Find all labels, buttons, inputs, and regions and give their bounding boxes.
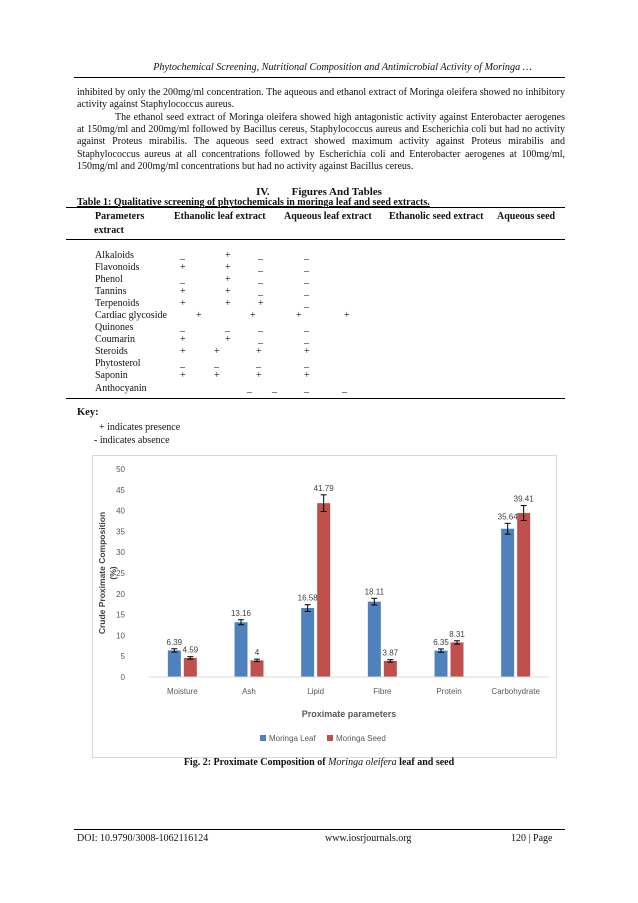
table-cell-parameter: Steroids bbox=[95, 346, 128, 357]
table-cell: _ bbox=[304, 383, 309, 394]
table-caption: Table 1: Qualitative screening of phytochemicals in moringa leaf and seed extracts. bbox=[77, 197, 430, 208]
data-label: 3.87 bbox=[382, 648, 399, 658]
table-cell: + bbox=[180, 334, 186, 345]
table-cell-parameter: Phytosterol bbox=[95, 358, 141, 369]
table-cell: _ bbox=[304, 322, 309, 333]
footer-doi: DOI: 10.9790/3008-1062116124 bbox=[77, 833, 209, 844]
table-cell-parameter: Alkaloids bbox=[95, 250, 134, 261]
table-cell: + bbox=[296, 310, 302, 321]
table-cell: _ bbox=[304, 334, 309, 345]
chart-error-bars bbox=[171, 495, 526, 662]
bar-ash-leaf bbox=[235, 622, 248, 677]
figure-caption-species: Moringa oleifera bbox=[328, 757, 397, 768]
y-tick-label: 20 bbox=[116, 589, 125, 599]
x-tick-label: Protein bbox=[436, 687, 462, 696]
y-axis-title-line-2: (%) bbox=[108, 566, 118, 580]
bar-protein-seed bbox=[451, 642, 464, 677]
table-header-rule bbox=[66, 239, 565, 240]
table-cell: _ bbox=[342, 383, 347, 394]
table-cell: _ bbox=[304, 358, 309, 369]
table-cell: + bbox=[180, 346, 186, 357]
table-cell: _ bbox=[304, 274, 309, 285]
table-cell-parameter: Quinones bbox=[95, 322, 134, 333]
table-header-aqueous-seed: Aqueous seed bbox=[497, 211, 556, 222]
bar-fibre-leaf bbox=[368, 602, 381, 677]
table-cell-parameter: Terpenoids bbox=[95, 298, 140, 309]
table-header-aqueous-leaf: Aqueous leaf extract bbox=[284, 211, 372, 222]
table-cell: _ bbox=[304, 286, 309, 297]
x-tick-label: Ash bbox=[242, 687, 256, 696]
table-cell: + bbox=[258, 298, 264, 309]
bar-carbohydrate-seed bbox=[517, 513, 530, 677]
table-cell: _ bbox=[247, 383, 252, 394]
table-cell: _ bbox=[258, 262, 263, 273]
y-axis-title-line-1: Crude Proximate Composition bbox=[97, 511, 107, 635]
table-cell: + bbox=[304, 370, 310, 381]
table-cell: + bbox=[225, 262, 231, 273]
table-cell: + bbox=[256, 370, 262, 381]
proximate-composition-chart bbox=[92, 455, 557, 758]
table-cell: + bbox=[180, 370, 186, 381]
table-header-ethanolic-leaf: Ethanolic leaf extract bbox=[174, 211, 266, 222]
data-label: 13.16 bbox=[230, 608, 252, 618]
y-tick-label: 15 bbox=[116, 610, 125, 620]
data-label: 39.41 bbox=[513, 494, 534, 504]
table-cell: _ bbox=[258, 334, 263, 345]
table-cell-parameter: Saponin bbox=[95, 370, 128, 381]
table-cell: _ bbox=[225, 322, 230, 333]
legend-swatch-leaf bbox=[260, 735, 266, 741]
x-tick-label: Moisture bbox=[166, 687, 198, 696]
data-label: 6.39 bbox=[166, 637, 183, 647]
x-tick-label: Fibre bbox=[373, 687, 392, 696]
paragraph-1: inhibited by only the 200mg/ml concentration. The aqueous and ethanol extract of Moringa oleifera showed no inhibitory activity against Staphylococcus aureus. bbox=[77, 87, 565, 111]
y-tick-label: 35 bbox=[116, 527, 125, 537]
table-cell: _ bbox=[258, 286, 263, 297]
table-cell: _ bbox=[258, 250, 263, 261]
y-tick-label: 50 bbox=[116, 465, 125, 474]
figure-caption-suffix: leaf and seed bbox=[396, 757, 455, 768]
section-title: Figures And Tables bbox=[291, 186, 382, 198]
table-cell: _ bbox=[258, 274, 263, 285]
paragraph-2: The ethanol seed extract of Moringa oleifera showed high antagonistic activity against Enterobacter aerogenes at 150mg/ml and 200mg/ml followed by Bacillus cereus, Staphylococcus aureus and Escherichia coli but had no activity against Proteus mirabilis. The aqueous seed extract showed maximum activity against Proteus mirabilis and Staphylococcus aureus at all concentrations followed by Escherichia coli and Enterobacter aerogenes at 100mg/ml, 150mg/ml and 200mg/ml concentrations but had no activity against Bacillus cereus. bbox=[77, 112, 565, 172]
table-cell: + bbox=[214, 370, 220, 381]
y-tick-label: 0 bbox=[120, 673, 125, 682]
table-cell: + bbox=[225, 250, 231, 261]
x-tick-label: Lipid bbox=[307, 687, 325, 696]
legend-swatch-seed bbox=[327, 735, 333, 741]
data-label: 18.11 bbox=[364, 587, 385, 597]
section-number: IV. bbox=[256, 186, 270, 198]
table-header-parameters: Parameters bbox=[95, 211, 145, 222]
table-cell: _ bbox=[256, 358, 261, 369]
chart-data-labels bbox=[167, 484, 535, 658]
bar-carbohydrate-leaf bbox=[501, 529, 514, 677]
footer-page-number: 120 | Page bbox=[511, 833, 553, 844]
bar-lipid-seed bbox=[317, 503, 330, 677]
key-title: Key: bbox=[77, 407, 99, 418]
table-cell: + bbox=[256, 346, 262, 357]
key-presence: + indicates presence bbox=[99, 422, 181, 433]
table-cell: _ bbox=[180, 250, 185, 261]
y-tick-label: 45 bbox=[116, 485, 125, 495]
table-cell-parameter: Anthocyanin bbox=[95, 383, 147, 394]
table-cell: + bbox=[214, 346, 220, 357]
chart-bars bbox=[168, 503, 530, 677]
table-header-ethanolic-seed: Ethanolic seed extract bbox=[389, 211, 484, 222]
table-cell: + bbox=[344, 310, 350, 321]
table-cell: + bbox=[304, 346, 310, 357]
table-cell: + bbox=[225, 286, 231, 297]
table-cell: + bbox=[250, 310, 256, 321]
table-cell: + bbox=[180, 262, 186, 273]
bar-fibre-seed bbox=[384, 661, 397, 677]
table-cell: _ bbox=[304, 262, 309, 273]
table-cell-parameter: Tannins bbox=[95, 286, 127, 297]
table-bottom-rule bbox=[66, 398, 565, 399]
table-cell: _ bbox=[180, 358, 185, 369]
y-tick-label: 30 bbox=[116, 548, 125, 558]
data-label: 4 bbox=[254, 648, 260, 658]
bar-protein-leaf bbox=[435, 651, 448, 677]
table-cell: _ bbox=[258, 322, 263, 333]
footer-divider bbox=[74, 829, 565, 830]
table-cell: _ bbox=[180, 274, 185, 285]
y-tick-label: 10 bbox=[116, 631, 125, 641]
data-label: 6.35 bbox=[433, 637, 449, 647]
table-cell-parameter: Phenol bbox=[95, 274, 123, 285]
table-cell: + bbox=[196, 310, 202, 321]
table-cell: _ bbox=[304, 250, 309, 261]
y-tick-label: 5 bbox=[120, 652, 125, 662]
figure-caption bbox=[0, 757, 638, 768]
legend-label-leaf: Moringa Leaf bbox=[269, 734, 316, 743]
data-label: 35.64 bbox=[497, 512, 518, 522]
table-cell: _ bbox=[304, 298, 309, 309]
data-label: 8.31 bbox=[449, 629, 465, 639]
table-cell: + bbox=[180, 286, 186, 297]
table-cell: + bbox=[180, 298, 186, 309]
x-axis-title: Proximate parameters bbox=[301, 709, 397, 719]
bar-moisture-leaf bbox=[168, 650, 181, 677]
table-cell-parameter: Flavonoids bbox=[95, 262, 140, 273]
table-top-rule bbox=[66, 207, 565, 208]
x-axis-ticks bbox=[167, 687, 540, 696]
table-cell: _ bbox=[272, 383, 277, 394]
table-row bbox=[0, 370, 638, 383]
table-cell: + bbox=[225, 334, 231, 345]
y-tick-label: 40 bbox=[116, 506, 125, 516]
x-tick-label: Carbohydrate bbox=[491, 687, 540, 696]
header-divider bbox=[74, 77, 565, 78]
table-cell: _ bbox=[214, 358, 219, 369]
bar-moisture-seed bbox=[184, 658, 197, 677]
footer-url: www.iosrjournals.org bbox=[325, 833, 412, 844]
running-header: Phytochemical Screening, Nutritional Composition and Antimicrobial Activity of Moringa … bbox=[153, 62, 532, 73]
table-cell: + bbox=[225, 298, 231, 309]
data-label: 41.79 bbox=[313, 483, 334, 493]
table-cell-parameter: Cardiac glycoside bbox=[95, 310, 167, 321]
y-axis-title bbox=[97, 512, 118, 634]
table-header-extract-continued: extract bbox=[94, 225, 124, 236]
figure-caption-prefix: Fig. 2: Proximate Composition of bbox=[183, 757, 329, 768]
legend-label-seed: Moringa Seed bbox=[336, 734, 386, 743]
bar-ash-seed bbox=[251, 660, 264, 677]
y-tick-label: 25 bbox=[116, 569, 125, 578]
table-cell-parameter: Coumarin bbox=[95, 334, 135, 345]
chart-legend bbox=[260, 734, 386, 743]
table-cell: + bbox=[225, 274, 231, 285]
key-absence: - indicates absence bbox=[94, 435, 170, 446]
data-label: 4.59 bbox=[182, 645, 199, 655]
bar-lipid-leaf bbox=[301, 608, 314, 677]
table-cell: _ bbox=[180, 322, 185, 333]
data-label: 16.58 bbox=[297, 593, 318, 603]
table-row bbox=[0, 383, 638, 396]
